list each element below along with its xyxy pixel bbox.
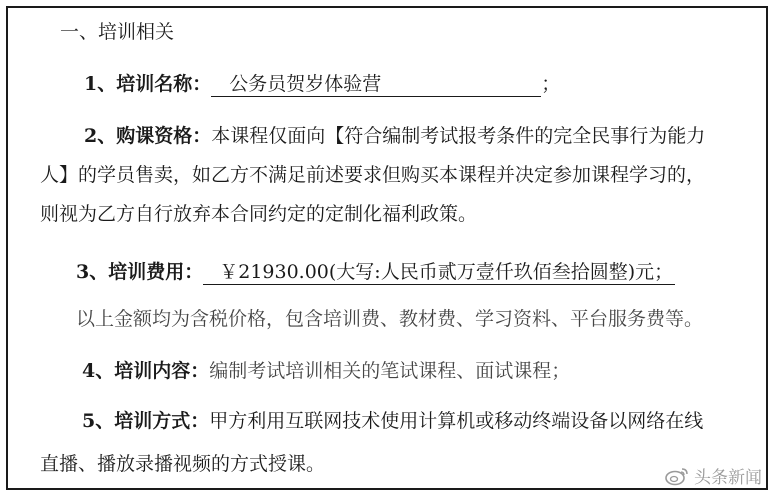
item3-line2: 以上金额均为含税价格，包含培训费、教材费、学习资料、平台服务费等。	[76, 308, 704, 330]
item-content	[82, 359, 570, 383]
item5-label: 5、培训方式：	[82, 410, 210, 432]
item5-line1: 甲方利用互联网技术使用计算机或移动终端设备以网络在线	[209, 410, 704, 432]
watermark-text: 头条新闻	[694, 468, 762, 488]
item-training-name	[84, 72, 560, 97]
weibo-icon	[664, 466, 690, 486]
item4-label: 4、培训内容：	[82, 360, 210, 382]
item-eligibility-line1	[84, 124, 705, 148]
section-title: 一、培训相关	[60, 21, 175, 43]
item3-label: 3、培训费用：	[76, 261, 204, 283]
item2-line2: 人】的学员售卖，如乙方不满足前述要求但购买本课程并决定参加课程学习的，	[40, 164, 706, 186]
item1-tail: ；	[541, 73, 561, 95]
item-method-line1	[82, 409, 703, 433]
watermark	[664, 463, 762, 488]
item5-line2: 直播、播放录播视频的方式授课。	[40, 453, 326, 475]
item3-value: ￥21930.00(大写:人民币贰万壹仟玖佰叁拾圆整)元；	[203, 260, 675, 285]
item2-label: 2、购课资格：	[84, 125, 212, 147]
item-fee	[76, 260, 675, 285]
item4-value: 编制考试培训相关的笔试课程、面试课程；	[209, 360, 571, 382]
item2-line1: 本课程仅面向【符合编制考试报考条件的完全民事行为能力	[211, 125, 706, 147]
item1-label: 1、培训名称：	[84, 73, 212, 95]
item2-line3: 则视为乙方自行放弃本合同约定的定制化福利政策。	[40, 203, 478, 225]
item1-value: 公务员贺岁体验营	[211, 72, 541, 97]
